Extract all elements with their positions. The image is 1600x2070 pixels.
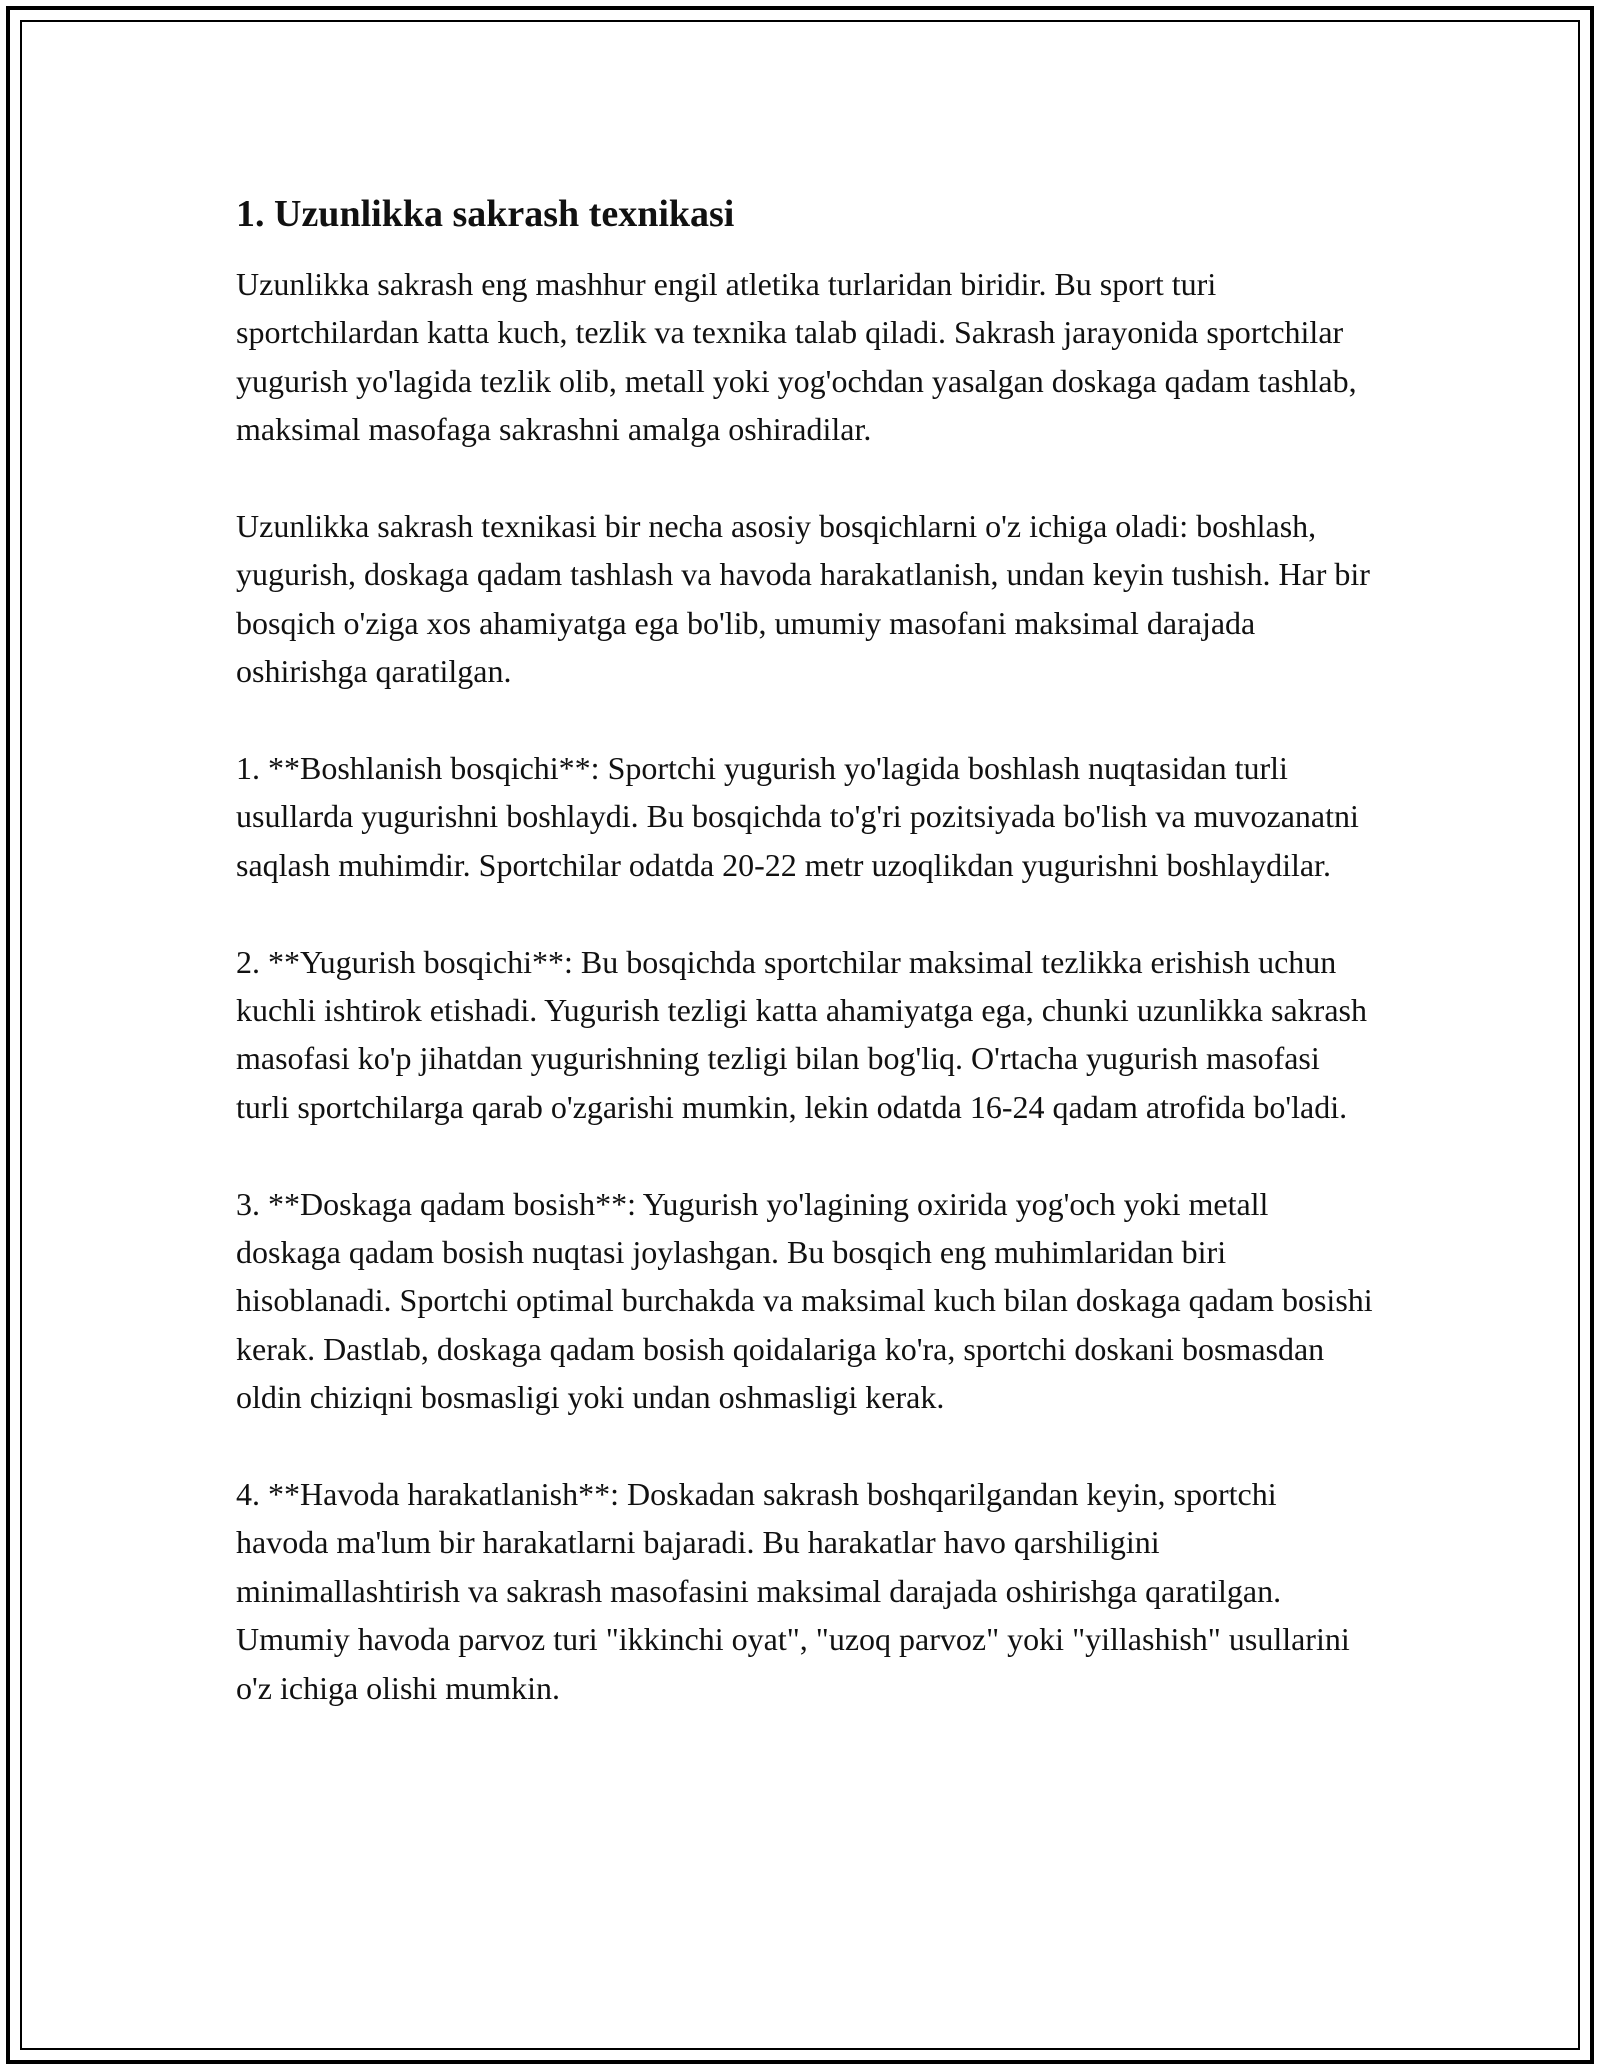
section-heading: 1. Uzunlikka sakrash texnikasi [236,193,735,235]
paragraph-stage-start: 1. **Boshlanish bosqichi**: Sportchi yugurish yo'lagida boshlash nuqtasidan turli usullarda yugurishni boshlaydi. Bu bosqichda to'g'ri pozitsiyada bo'lish va muvozanatni saqlash muhimdir. Sportchilar odatda 20-22 metr uzoqlikdan yugurishni boshlaydilar. [236,750,1359,883]
paragraph-stages-overview: Uzunlikka sakrash texnikasi bir necha asosiy bosqichlarni o'z ichiga oladi: boshlash, yugurish, doskaga qadam tashlash va havoda harakatlanish, undan keyin tushish. Har bir bosqich o'ziga xos ahamiyatga ega bo'lib, umumiy masofani maksimal darajada oshirishga qaratilgan. [236,508,1370,690]
paragraph-stage-takeoff: 3. **Doskaga qadam bosish**: Yugurish yo'lagining oxirida yog'och yoki metall doskaga qadam bosish nuqtasi joylashgan. Bu bosqich eng muhimlaridan biri hisoblanadi. Sportchi optimal burchakda va maksimal kuch bilan doskaga qadam bosishi kerak. Dastlab, doskaga qadam bosish qoidalariga ko'ra, sportchi doskani bosmasdan oldin chiziqni bosmasligi yoki undan oshmasligi kerak. [236,1185,1373,1416]
paragraph-stage-run: 2. **Yugurish bosqichi**: Bu bosqichda sportchilar maksimal tezlikka erishish uchun kuchli ishtirok etishadi. Yugurish tezligi katta ahamiyatga ega, chunki uzunlikka sakrash masofasi ko'p jihatdan yugurishning tezligi bilan bog'liq. O'rtacha yugurish masofasi turli sportchilarga qarab o'zgarishi mumkin, lekin odatda 16-24 qadam atrofida bo'ladi. [236,943,1367,1125]
paragraph-intro: Uzunlikka sakrash eng mashhur engil atletika turlaridan biridir. Bu sport turi sportchilardan katta kuch, tezlik va texnika talab qiladi. Sakrash jarayonida sportchilar yugurish yo'lagida tezlik olib, metall yoki yog'ochdan yasalgan doskaga qadam tashlab, maksimal masofaga sakrashni amalga oshiradilar. [236,266,1357,448]
document-body [236,190,1376,1761]
paragraph-stage-flight: 4. **Havoda harakatlanish**: Doskadan sakrash boshqarilgandan keyin, sportchi havoda ma'lum bir harakatlarni bajaradi. Bu harakatlar havo qarshiligini minimallashtirish va sakrash masofasini maksimal darajada oshirishga qaratilgan. Umumiy havoda parvoz turi "ikkinchi oyat", "uzoq parvoz" yoki "yillashish" usullarini o'z ichiga olishi mumkin. [236,1476,1350,1706]
